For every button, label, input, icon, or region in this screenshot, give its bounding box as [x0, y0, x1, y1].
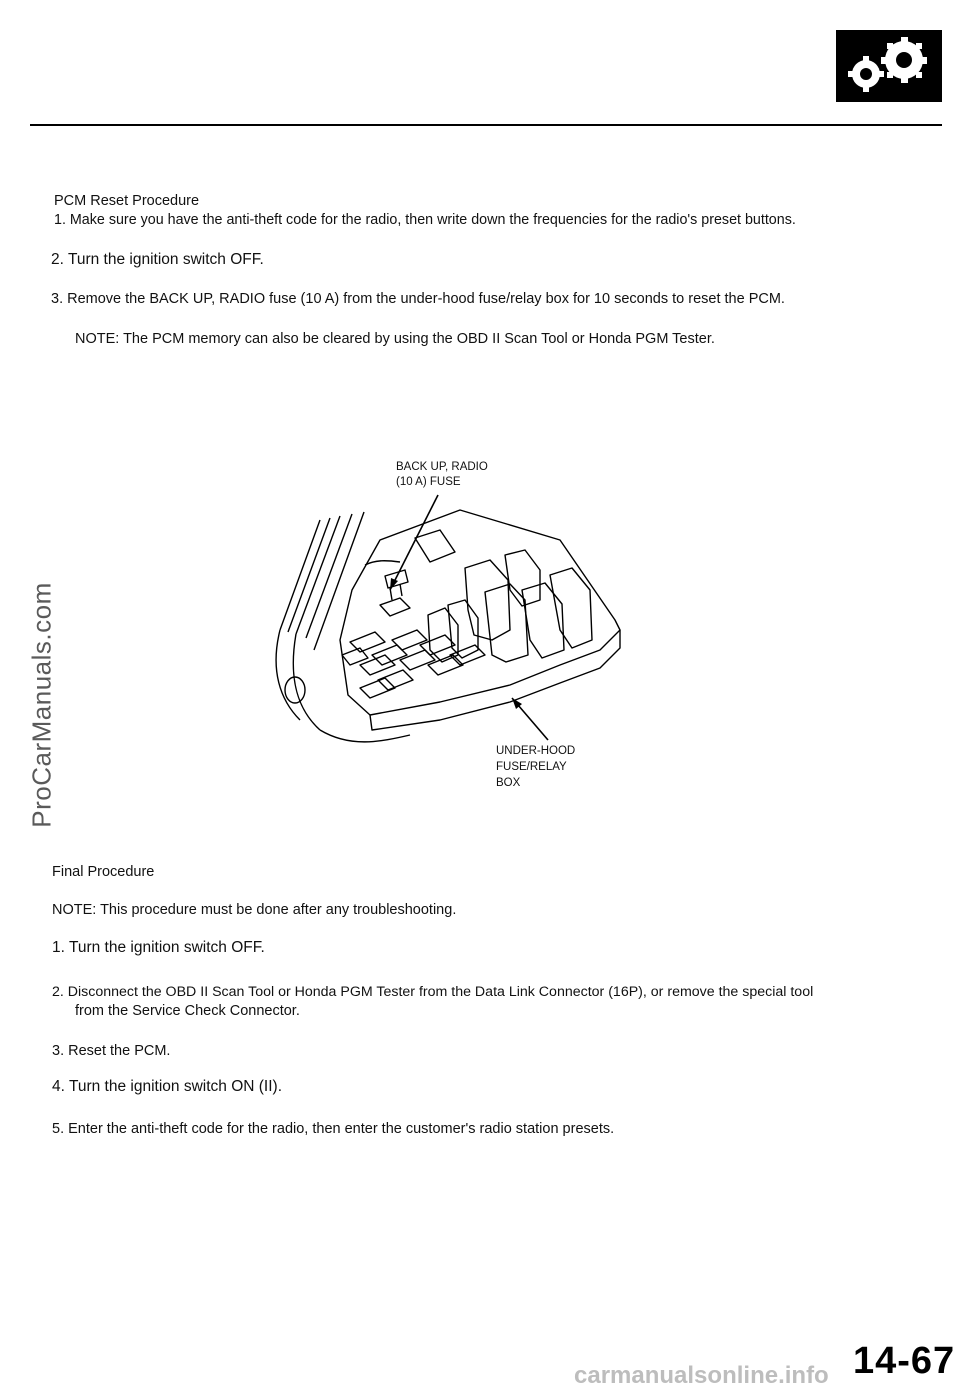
box-label-line-3: BOX [496, 777, 521, 789]
fuse-box-illustration [260, 480, 640, 770]
header-rule [30, 124, 942, 126]
final-step-2-line-1: 2. Disconnect the OBD II Scan Tool or Honda PGM Tester from the Data Link Connector (16P), or remove the special tool [52, 984, 814, 1000]
final-step-2-line-2: from the Service Check Connector. [75, 1003, 300, 1019]
footer-site: carmanualsonline.info [574, 1362, 829, 1389]
watermark: ProCarManuals.com [26, 582, 57, 828]
final-step-5: 5. Enter the anti-theft code for the radio, then enter the customer's radio station presets. [52, 1121, 615, 1137]
final-heading: Final Procedure [52, 864, 155, 880]
final-step-3: 3. Reset the PCM. [52, 1043, 171, 1059]
box-label-line-2: FUSE/RELAY [496, 761, 567, 773]
reset-step-1: 1. Make sure you have the anti-theft code for the radio, then write down the frequencies for the radio's preset buttons. [54, 212, 796, 228]
box-label-line-1: UNDER-HOOD [496, 745, 576, 757]
reset-step-2: 2. Turn the ignition switch OFF. [51, 251, 264, 268]
reset-heading: PCM Reset Procedure [54, 193, 200, 209]
reset-step-3: 3. Remove the BACK UP, RADIO fuse (10 A) from the under-hood fuse/relay box for 10 seconds to reset the PCM. [51, 291, 785, 307]
final-step-4: 4. Turn the ignition switch ON (II). [52, 1078, 283, 1095]
page-number: 14-67 [853, 1340, 956, 1382]
final-step-1: 1. Turn the ignition switch OFF. [52, 939, 265, 956]
final-note: NOTE: This procedure must be done after any troubleshooting. [52, 902, 457, 918]
fuse-label-line-2: (10 A) FUSE [396, 476, 461, 488]
gears-icon [836, 30, 942, 102]
fuse-label-line-1: BACK UP, RADIO [396, 461, 488, 473]
reset-note: NOTE: The PCM memory can also be cleared by using the OBD II Scan Tool or Honda PGM Tester. [75, 331, 715, 347]
